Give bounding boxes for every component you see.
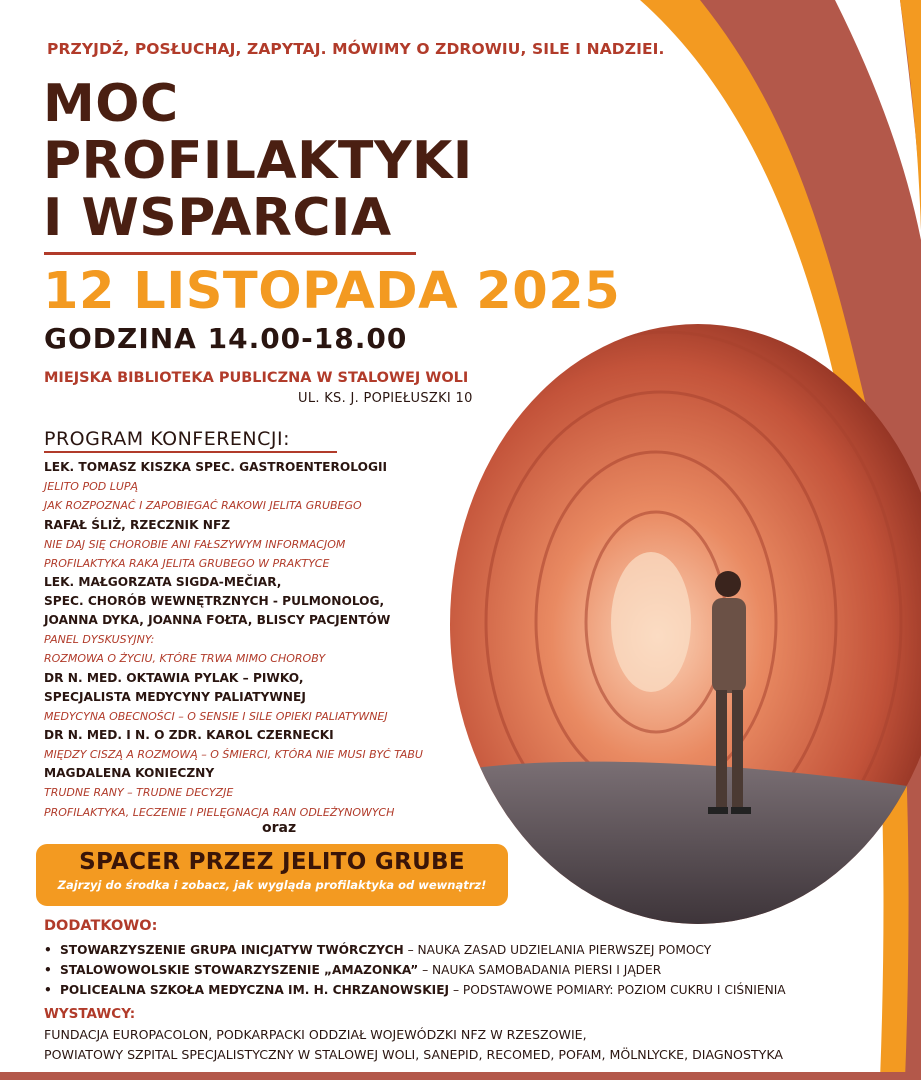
list-item bbox=[44, 960, 786, 980]
bullet-icon: • bbox=[44, 943, 52, 957]
program-topic: JAK ROZPOZNAĆ I ZAPOBIEGAĆ RAKOWI JELITA GRUBEGO bbox=[44, 499, 362, 513]
list-item bbox=[44, 940, 786, 960]
title-line-3: I WSPARCIA bbox=[43, 188, 392, 248]
extra-desc: – NAUKA SAMOBADANIA PIERSI I JĄDER bbox=[422, 963, 662, 977]
page-title bbox=[43, 76, 473, 247]
exhibitors-line-1: FUNDACJA EUROPACOLON, PODKARPACKI ODDZIAŁ WOJEWÓDZKI NFZ W RZESZOWIE, bbox=[44, 1027, 587, 1042]
program-topic: ROZMOWA O ŻYCIU, KTÓRE TRWA MIMO CHOROBY bbox=[44, 652, 326, 666]
program-divider bbox=[44, 451, 337, 453]
title-line-1: MOC bbox=[43, 74, 179, 134]
program-speaker: JOANNA DYKA, JOANNA FOŁTA, BLISCY PACJENTÓW bbox=[44, 613, 391, 628]
event-date: 12 LISTOPADA 2025 bbox=[43, 262, 621, 321]
extra-org: STOWARZYSZENIE GRUPA INICJATYW TWÓRCZYCH bbox=[60, 943, 404, 957]
event-hours: GODZINA 14.00-18.00 bbox=[44, 322, 408, 355]
program-topic: PANEL DYSKUSYJNY: bbox=[44, 633, 155, 647]
walk-banner bbox=[36, 844, 508, 906]
tunnel-photo bbox=[446, 322, 921, 926]
program-topic: PROFILAKTYKA RAKA JELITA GRUBEGO W PRAKTYCE bbox=[44, 556, 330, 570]
program-topic: NIE DAJ SIĘ CHOROBIE ANI FAŁSZYWYM INFORMACJOM bbox=[44, 537, 346, 551]
list-item bbox=[44, 980, 786, 1000]
program-speaker: SPEC. CHORÓB WEWNĘTRZNYCH - PULMONOLOG, bbox=[44, 594, 385, 609]
bottom-bar bbox=[0, 1072, 921, 1080]
program-heading: PROGRAM KONFERENCJI: bbox=[44, 428, 291, 450]
exhibitors-heading: WYSTAWCY: bbox=[44, 1006, 136, 1022]
program-topic: JELITO POD LUPĄ bbox=[44, 480, 139, 493]
walk-title: SPACER PRZEZ JELITO GRUBE bbox=[79, 849, 465, 875]
exhibitors-list bbox=[44, 1025, 783, 1065]
bullet-icon: • bbox=[44, 963, 52, 977]
walk-subtitle: Zajrzyj do środka i zobacz, jak wygląda profilaktyka od wewnątrz! bbox=[57, 878, 487, 892]
extras-list bbox=[44, 940, 786, 1000]
program-speaker: DR N. MED. OKTAWIA PYLAK – PIWKO, bbox=[44, 670, 304, 685]
program-topic: MIĘDZY CISZĄ A ROZMOWĄ – O ŚMIERCI, KTÓRA NIE MUSI BYĆ TABU bbox=[44, 748, 423, 762]
event-address: UL. KS. J. POPIEŁUSZKI 10 bbox=[298, 391, 473, 406]
extra-desc: – NAUKA ZASAD UDZIELANIA PIERWSZEJ POMOCY bbox=[407, 943, 712, 957]
program-speaker: DR N. MED. I N. O ZDR. KAROL CZERNECKI bbox=[44, 728, 334, 743]
program-topic: PROFILAKTYKA, LECZENIE I PIELĘGNACJA RAN ODLEŻYNOWYCH bbox=[44, 805, 395, 819]
oraz-label: oraz bbox=[262, 820, 297, 836]
exhibitors-line-2: POWIATOWY SZPITAL SPECJALISTYCZNY W STALOWEJ WOLI, SANEPID, RECOMED, POFAM, MÖLNLYCKE, DIAGNOSTYKA bbox=[44, 1047, 783, 1062]
extra-org: POLICEALNA SZKOŁA MEDYCZNA IM. H. CHRZANOWSKIEJ bbox=[60, 983, 450, 997]
bullet-icon: • bbox=[44, 983, 52, 997]
extra-org: STALOWOWOLSKIE STOWARZYSZENIE „AMAZONKA” bbox=[60, 963, 419, 977]
program-list bbox=[44, 458, 484, 822]
tagline: PRZYJDŹ, POSŁUCHAJ, ZAPYTAJ. MÓWIMY O ZDROWIU, SILE I NADZIEI. bbox=[47, 40, 665, 58]
program-speaker: MAGDALENA KONIECZNY bbox=[44, 766, 215, 781]
program-speaker: RAFAŁ ŚLIŻ, RZECZNIK NFZ bbox=[44, 517, 231, 532]
program-speaker: LEK. MAŁGORZATA SIGDA-MEČIAR, bbox=[44, 575, 282, 590]
program-speaker: LEK. TOMASZ KISZKA SPEC. GASTROENTEROLOGII bbox=[44, 460, 388, 474]
title-line-2: PROFILAKTYKI bbox=[43, 131, 473, 191]
title-divider bbox=[44, 252, 416, 255]
extras-heading: DODATKOWO: bbox=[44, 918, 158, 934]
extra-desc: – PODSTAWOWE POMIARY: POZIOM CUKRU I CIŚNIENIA bbox=[452, 983, 786, 997]
program-speaker: SPECJALISTA MEDYCYNY PALIATYWNEJ bbox=[44, 689, 306, 704]
program-topic: MEDYCYNA OBECNOŚCI – O SENSIE I SILE OPIEKI PALIATYWNEJ bbox=[44, 709, 388, 723]
program-topic: TRUDNE RANY – TRUDNE DECYZJE bbox=[44, 786, 234, 800]
event-venue: MIEJSKA BIBLIOTEKA PUBLICZNA W STALOWEJ WOLI bbox=[44, 370, 469, 386]
